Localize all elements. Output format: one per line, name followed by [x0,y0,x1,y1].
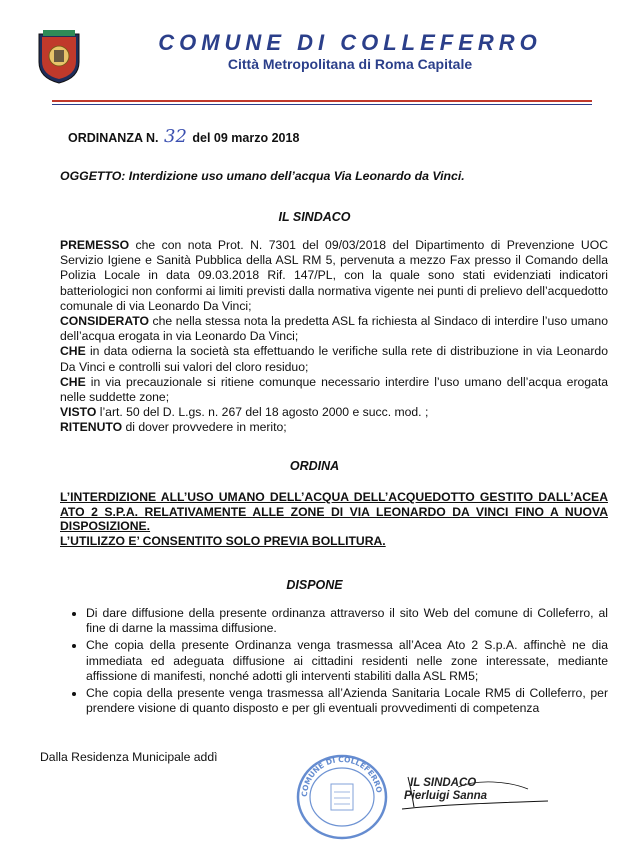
premessa-key: CHE [60,374,86,389]
city-crest-logo [37,28,81,84]
dispone-item: • Che copia della presente venga trasmessa all’Azienda Sanitaria Locale RM5 di Colleferro, per prendere visione di quanto disposto e per gli eventuali provvedimenti di competenza [86,686,608,716]
ordina-heading: ORDINA [289,459,340,473]
premesse-block [60,238,608,436]
premessa-paragraph [60,420,608,435]
premessa-paragraph [60,405,608,420]
premessa-text: che con nota Prot. N. 7301 del 09/03/2018 del Dipartimento di Prevenzione UOC Servizio Igiene e Sanità Pubblica della ASL RM 5, pervenuta a mezzo Fax presso il Comando della Polizia Locale in data 09.03.2018 Rif. 147/PL, con la quale sono stati evidenziati indicatori batteriologici non conformi ai limiti previsti dalla normativa vigente nei punti di prelievo dell’acquedotto comunale di via Leonardo Da Vinci; [60,238,608,313]
signature-title: IL SINDACO [410,777,477,789]
premessa-key: VISTO [60,405,97,420]
premessa-key: RITENUTO [60,420,123,435]
stamp-text: COMUNE DI COLLEFERRO [299,754,384,798]
premessa-paragraph [60,314,608,344]
ordinanza-number: 32 [164,126,187,147]
residenza-line: Dalla Residenza Municipale addì [40,750,218,764]
dispone-heading: DISPONE [286,578,343,592]
premessa-text: che nella stessa nota la predetta ASL fa richiesta al Sindaco di interdire l’uso umano dell’acqua erogata in via Leonardo Da Vinci; [60,314,608,344]
ordina-block [60,490,608,548]
premessa-text: di dover provvedere in merito; [122,420,287,435]
ordina-note-text: L’UTILIZZO E’ CONSENTITO SOLO PREVIA BOLLITURA. [60,533,386,548]
ordinanza-prefix: ORDINANZA N. [68,131,159,145]
municipality-subtitle: Città Metropolitana di Roma Capitale [227,56,473,72]
premessa-text: in via precauzionale si ritiene comunque necessario interdire l’uso umano dell’acqua erogata nelle suddette zone; [60,374,608,405]
ordinanza-date: del 09 marzo 2018 [192,131,300,145]
header-rule-red [52,100,592,102]
premessa-key: CONSIDERATO [60,314,149,329]
dispone-list [60,606,608,718]
premessa-text: in data odierna la società sta effettuando le verifiche sulla rete di distribuzione in via Leonardo Da Vinci e controlli sui valori del cloro residuo; [60,344,608,374]
premessa-key: CHE [60,344,86,359]
dispone-item: • Di dare diffusione della presente ordinanza attraverso il sito Web del comune di Colleferro, al fine di darne la massima diffusione. [86,606,608,636]
municipality-title: COMUNE DI COLLEFERRO [158,30,542,55]
signature-name: Pierluigi Sanna [404,790,488,802]
premessa-key: PREMESSO [60,238,130,252]
premessa-text: l’art. 50 del D. L.gs. n. 267 del 18 agosto 2000 e succ. mod. ; [96,405,429,420]
il-sindaco-heading: IL SINDACO [278,210,351,224]
premessa-paragraph [60,238,608,314]
ordinanza-line [68,126,299,147]
svg-text:COMUNE DI COLLEFERRO [300,755,384,797]
premessa-paragraph [60,344,608,374]
official-stamp [293,752,391,842]
dispone-item: • Che copia della presente Ordinanza venga trasmessa all’Acea Ato 2 S.p.A. affinchè ne dia immediata ed adeguata diffusione ai cittadini residenti nelle zone interessate, mediante affissione di manifesti, nonché adotti gli interventi stabiliti dalla ASL RM5; [86,638,608,684]
ordina-main-text: L’INTERDIZIONE ALL’USO UMANO DELL’ACQUA DELL’ACQUEDOTTO GESTITO DALL’ACEA ATO 2 S.P.A. RELATIVAMENTE ALLE ZONE DI VIA LEONARDO DA VINCI FINO A NUOVA DISPOSIZIONE. [60,490,608,533]
premessa-paragraph [60,375,608,405]
header-rule-blue [52,104,592,105]
oggetto-line: OGGETTO: Interdizione uso umano dell’acqua Via Leonardo da Vinci. [60,169,465,183]
